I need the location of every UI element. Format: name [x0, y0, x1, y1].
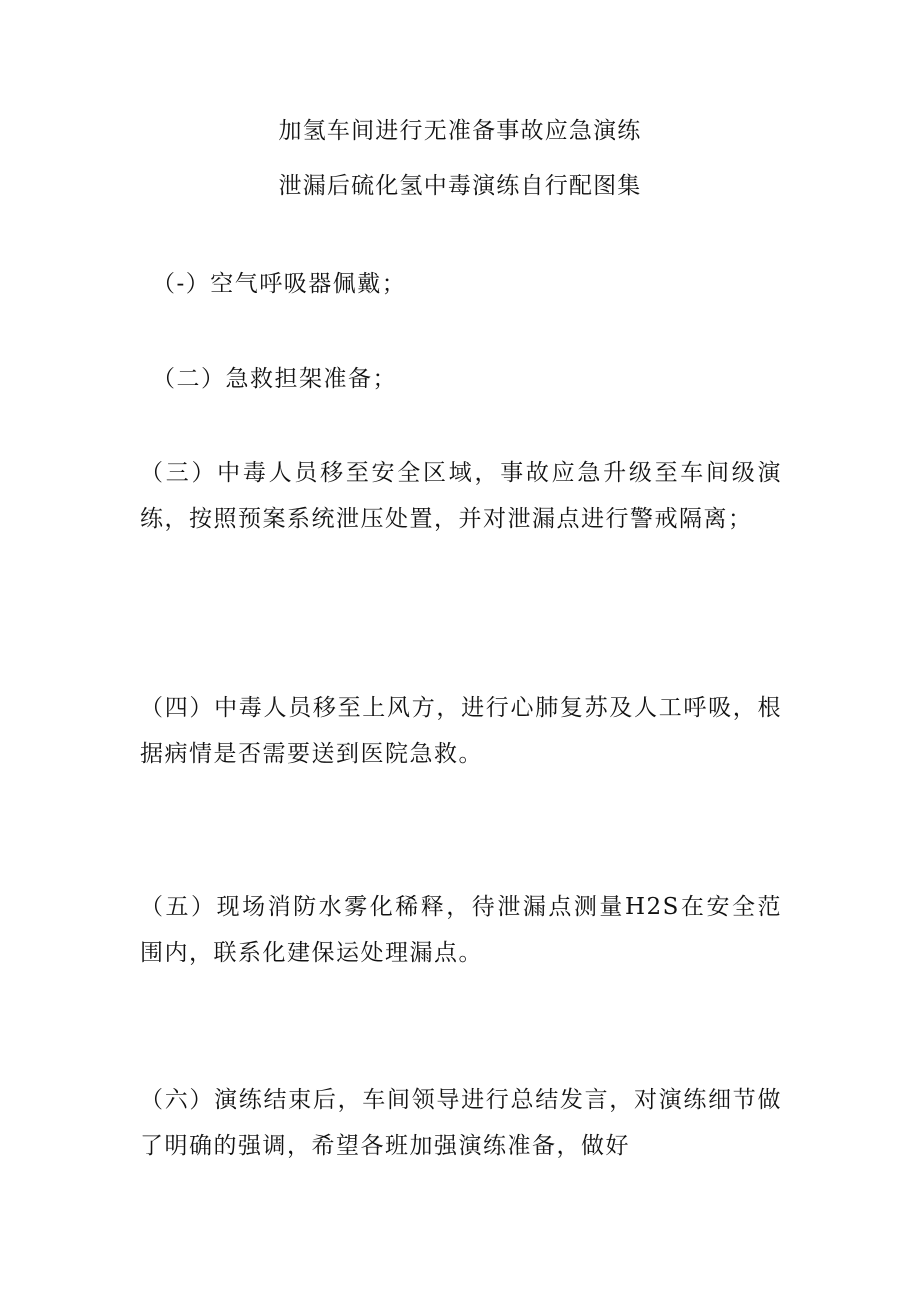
item-4-cpr: （四）中毒人员移至上风方，进行心肺复苏及人工呼吸，根据病情是否需要送到医院急救。 [140, 695, 782, 767]
item-2-stretcher: （二）急救担架准备； [152, 366, 397, 392]
document-title-line-2: 泄漏后硫化氢中毒演练自行配图集 [278, 173, 642, 199]
item-5-water-dilution: （五）现场消防水雾化稀释，待泄漏点测量H2S在安全范围内，联系化建保运处理漏点。 [140, 894, 782, 966]
item-3-safe-area: （三）中毒人员移至安全区域，事故应急升级至车间级演练，按照预案系统泄压处置，并对泄漏点进行警戒隔离； [140, 460, 782, 532]
item-6-summary: （六）演练结束后，车间领导进行总结发言，对演练细节做了明确的强调，希望各班加强演练准备，做好 [140, 1087, 782, 1159]
document-title-line-1: 加氢车间进行无准备事故应急演练 [278, 118, 642, 144]
item-1-air-respirator: （-）空气呼吸器佩戴； [152, 271, 407, 297]
